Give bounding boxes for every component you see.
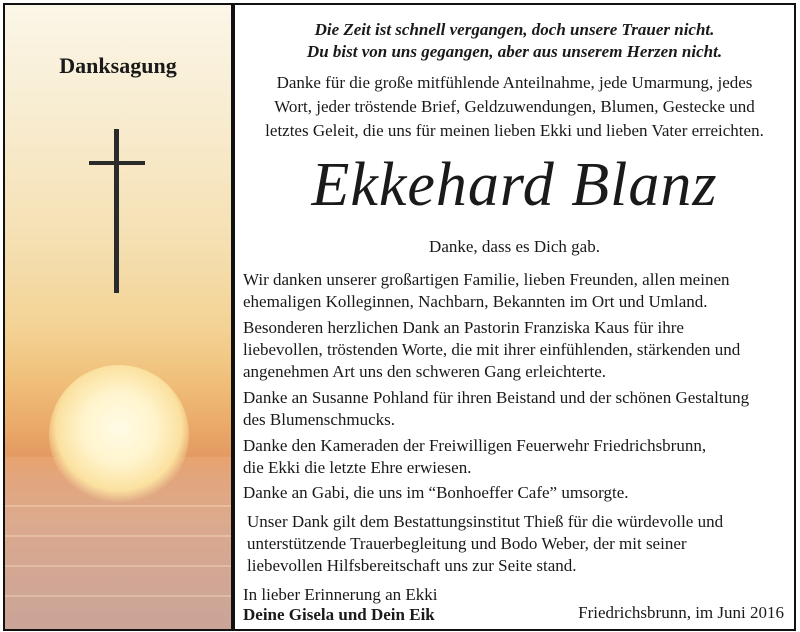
intro-line: letztes Geleit, die uns für meinen lieben Ekki und lieben Vater erreichten. <box>265 121 764 140</box>
thanks-paragraph <box>243 387 791 431</box>
thanks-paragraph <box>243 317 791 383</box>
paragraph-line: Wir danken unserer großartigen Familie, lieben Freunden, allen meinen <box>243 270 730 289</box>
place-date: Friedrichsbrunn, im Juni 2016 <box>578 603 784 622</box>
side-title: Danksagung <box>59 53 177 78</box>
verse-line: Du bist von uns gegangen, aber aus unserem Herzen nicht. <box>306 42 723 61</box>
wave-line <box>5 505 231 507</box>
wave-line <box>5 595 231 597</box>
intro-text <box>235 71 794 143</box>
paragraph-line: Unser Dank gilt dem Bestattungsinstitut Thieß für die würdevolle und <box>247 512 724 531</box>
cross-icon <box>114 129 119 293</box>
paragraph-line: Danke den Kameraden der Freiwilligen Feuerwehr Friedrichsbrunn, <box>243 436 707 455</box>
verse-line: Die Zeit ist schnell vergangen, doch unsere Trauer nicht. <box>314 20 715 39</box>
thanks-paragraph <box>247 511 795 577</box>
thanks-paragraph <box>243 435 791 479</box>
paragraph-line: liebevollen Hilfsbereitschaft uns zur Seite stand. <box>247 556 577 575</box>
setting-sun-image <box>49 365 189 505</box>
sunset-side-panel <box>5 5 235 629</box>
paragraph-line: Besonderen herzlichen Dank an Pastorin Franziska Kaus für ihre <box>243 318 684 337</box>
signature-names: Deine Gisela und Dein Eik <box>243 605 435 624</box>
paragraph-line: liebevollen, tröstenden Worte, die mit ihrer einfühlenden, stärkenden und <box>243 340 741 359</box>
wave-line <box>5 565 231 567</box>
intro-line: Danke für die große mitfühlende Anteilnahme, jede Umarmung, jedes <box>276 73 753 92</box>
paragraph-line: ehemaligen Kolleginnen, Nachbarn, Bekannten im Ort und Umland. <box>243 292 708 311</box>
paragraph-line: die Ekki die letzte Ehre erwiesen. <box>243 458 472 477</box>
thanks-paragraph <box>243 482 791 504</box>
paragraph-line: des Blumenschmucks. <box>243 410 396 429</box>
paragraph-line: angenehmen Art uns den schweren Gang erleichterte. <box>243 362 606 381</box>
tagline: Danke, dass es Dich gab. <box>429 237 600 256</box>
paragraph-line: Danke an Gabi, die uns im “Bonhoeffer Cafe” umsorgte. <box>243 483 629 502</box>
obituary-card <box>3 3 796 631</box>
wave-line <box>5 535 231 537</box>
signature-intro: In lieber Erinnerung an Ekki <box>243 585 438 604</box>
intro-line: Wort, jeder tröstende Brief, Geldzuwendungen, Blumen, Gestecke und <box>274 97 755 116</box>
deceased-name: Ekkehard Blanz <box>311 151 718 219</box>
main-text-area <box>235 5 794 629</box>
paragraph-line: unterstützende Trauerbegleitung und Bodo Weber, der mit seiner <box>247 534 687 553</box>
paragraph-line: Danke an Susanne Pohland für ihren Beistand und der schönen Gestaltung <box>243 388 750 407</box>
cross-icon-bar <box>89 161 145 165</box>
thanks-paragraph <box>243 269 791 313</box>
verse <box>235 19 794 63</box>
